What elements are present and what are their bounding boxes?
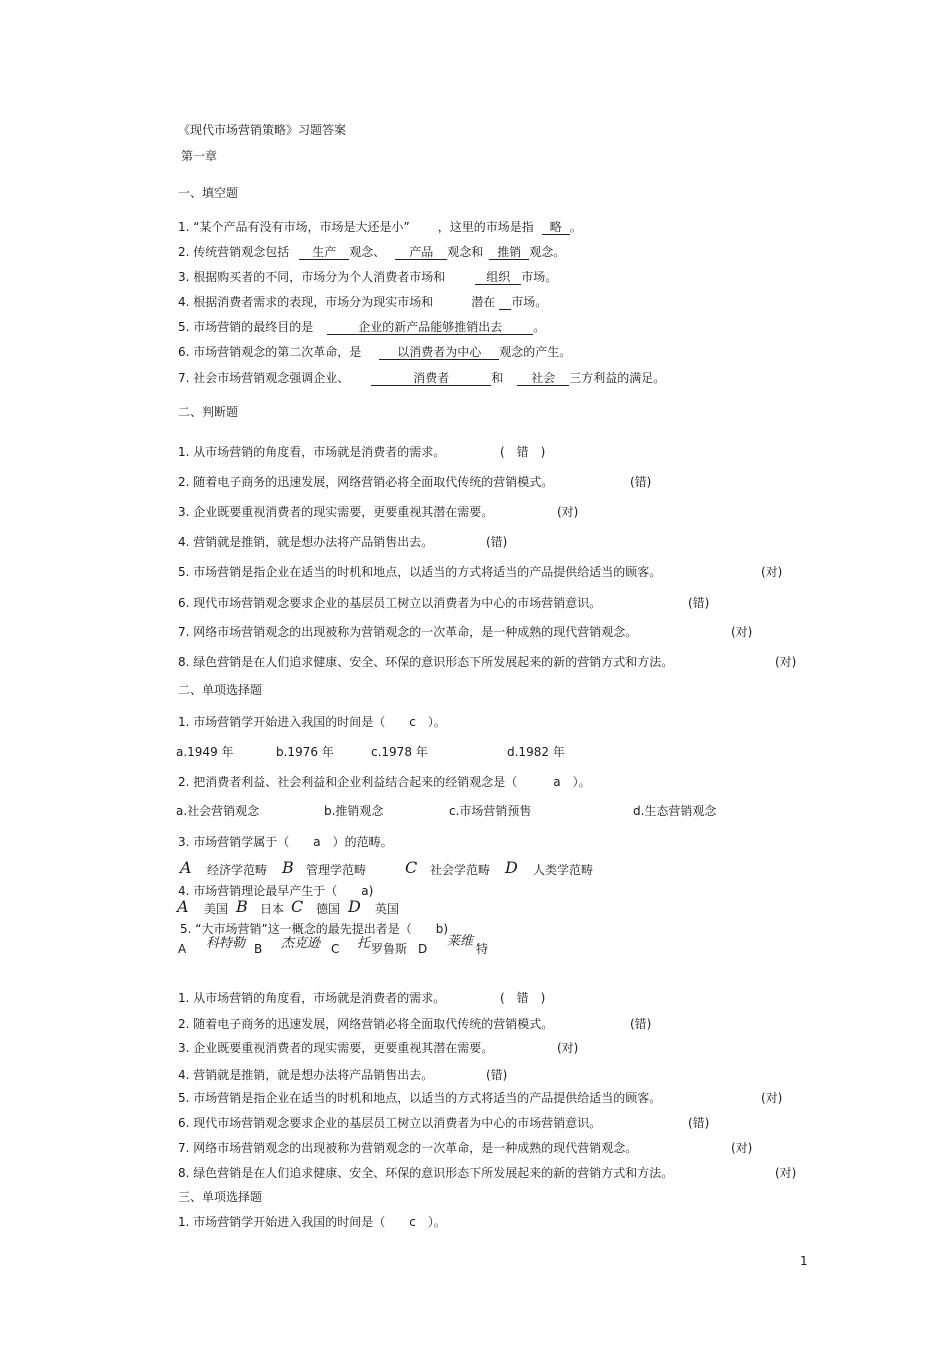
- judge-question-7: 7. 网络市场营销观念的出现被称为营销观念的一次革命，是一种成熟的现代营销观念。: [178, 625, 638, 639]
- single-q4-letter-b: B: [236, 897, 248, 916]
- single-q3-option-d: 人类学范畴: [533, 863, 594, 877]
- fill-answer: 社会: [517, 371, 569, 386]
- judge-question-2: 2. 随着电子商务的迅速发展，网络营销必将全面取代传统的营销模式。: [178, 475, 554, 489]
- single-q5-option-c: 罗鲁斯: [371, 942, 408, 956]
- judge2-answer-2: (错): [630, 1017, 652, 1031]
- judge2-question-1: 1. 从市场营销的角度看，市场就是消费者的需求。: [178, 991, 446, 1005]
- fill-answer: 企业的新产品能够推销出去: [327, 320, 533, 335]
- single-q3-option-a: 经济学范畴: [207, 863, 268, 877]
- judge2-question-8: 8. 绿色营销是在人们追求健康、安全、环保的意识形态下所发展起来的新的营销方式和方法。: [178, 1166, 674, 1180]
- judge-question-6: 6. 现代市场营销观念要求企业的基层员工树立以消费者为中心的市场营销意识。: [178, 596, 602, 610]
- single-q5-letter-a: A: [178, 942, 187, 956]
- judge2-answer-8: (对): [775, 1166, 797, 1180]
- chapter-heading: 第一章: [181, 149, 218, 163]
- single-q2-option-c: c.市场营销预售: [449, 804, 532, 818]
- judge-question-3: 3. 企业既要重视消费者的现实需要，更要重视其潜在需要。: [178, 505, 494, 519]
- fill-question-3: 3. 根据购买者的不同，市场分为个人消费者市场和 组织 市场。: [178, 270, 558, 284]
- single-q5-option-c-handwritten: 托: [357, 936, 371, 951]
- fill-answer: 略: [542, 220, 570, 235]
- fill-answer: 生产: [299, 245, 349, 260]
- judge-answer-8: (对): [775, 655, 797, 669]
- document-title: 《现代市场营销策略》习题答案: [178, 123, 347, 137]
- single-q3-letter-b: B: [282, 858, 294, 877]
- fill-answer: 推销: [489, 245, 529, 260]
- single-q5-letter-b: B: [254, 942, 263, 956]
- single-question-2: 2. 把消费者利益、社会利益和企业利益结合起来的经销观念是（ a ）。: [178, 775, 591, 789]
- judge-answer-7: (对): [731, 625, 753, 639]
- single-q4-option-d: 英国: [375, 902, 400, 916]
- single-q4-letter-a: A: [177, 897, 189, 916]
- fill-question-5: 5. 市场营销的最终目的是 企业的新产品能够推销出去 。: [178, 320, 546, 334]
- fill-answer: 组织: [475, 270, 521, 285]
- judge2-question-7: 7. 网络市场营销观念的出现被称为营销观念的一次革命，是一种成熟的现代营销观念。: [178, 1141, 638, 1155]
- single-q4-letter-d: D: [348, 897, 361, 916]
- single-question-3: 3. 市场营销学属于（ a ）的范畴。: [178, 835, 393, 849]
- judge-answer-3: (对): [557, 505, 579, 519]
- judge2-question-3: 3. 企业既要重视消费者的现实需要，更要重视其潜在需要。: [178, 1041, 494, 1055]
- single-q1-option-c: c.1978 年: [371, 745, 428, 759]
- fill-question-2: 2. 传统营销观念包括 生产 观念、 产品 观念和 推销 观念。: [178, 245, 566, 259]
- single-q3-letter-c: C: [405, 858, 418, 877]
- judge2-question-2: 2. 随着电子商务的迅速发展，网络营销必将全面取代传统的营销模式。: [178, 1017, 554, 1031]
- single2-question-1: 1. 市场营销学开始进入我国的时间是（ c ）。: [178, 1215, 446, 1229]
- single-q2-option-d: d.生态营销观念: [633, 804, 717, 818]
- single-q2-option-a: a.社会营销观念: [176, 804, 260, 818]
- single-q4-option-b: 日本: [260, 902, 285, 916]
- fill-question-6: 6. 市场营销观念的第二次革命，是 以消费者为中心 观念的产生。: [178, 345, 572, 359]
- single-q5-option-d-handwritten: 莱维: [447, 934, 474, 949]
- single-q5-option-d: 特: [476, 942, 489, 956]
- fill-question-4: 4. 根据消费者需求的表现，市场分为现实市场和 潜在 市场。: [178, 295, 548, 309]
- page-number: 1: [800, 1254, 808, 1268]
- single-q1-option-b: b.1976 年: [276, 745, 334, 759]
- single-q2-option-b: b.推销观念: [324, 804, 384, 818]
- fill-answer: 产品: [395, 245, 447, 260]
- fill-answer: 以消费者为中心: [379, 345, 499, 360]
- judge2-answer-1: ( 错 ): [500, 991, 546, 1005]
- single-q3-letter-d: D: [505, 858, 518, 877]
- single-question-4: 4. 市场营销理论最早产生于（ a): [178, 884, 374, 898]
- judge-answer-5: (对): [761, 565, 783, 579]
- judge-answer-6: (错): [688, 596, 710, 610]
- judge-answer-1: ( 错 ): [500, 445, 546, 459]
- judge2-answer-6: (错): [688, 1116, 710, 1130]
- judge-question-4: 4. 营销就是推销，就是想办法将产品销售出去。: [178, 535, 434, 549]
- single-q4-option-a: 美国: [204, 902, 229, 916]
- single-q1-option-a: a.1949 年: [176, 745, 234, 759]
- single-question-1: 1. 市场营销学开始进入我国的时间是（ c ）。: [178, 715, 446, 729]
- section-judge-heading: 二、判断题: [178, 405, 239, 419]
- fill-question-1: 1. “某个产品有没有市场，市场是大还是小” ，这里的市场是指 略 。: [178, 220, 582, 234]
- judge2-question-5: 5. 市场营销是指企业在适当的时机和地点，以适当的方式将适当的产品提供给适当的顾客。: [178, 1091, 662, 1105]
- single-q3-option-c: 社会学范畴: [430, 863, 491, 877]
- single-q5-letter-c: C: [331, 942, 340, 956]
- section-single-heading: 二、单项选择题: [178, 683, 263, 697]
- judge2-question-6: 6. 现代市场营销观念要求企业的基层员工树立以消费者为中心的市场营销意识。: [178, 1116, 602, 1130]
- judge2-answer-4: (错): [486, 1068, 508, 1082]
- judge2-answer-3: (对): [557, 1041, 579, 1055]
- single-q4-letter-c: C: [291, 897, 304, 916]
- judge-answer-4: (错): [486, 535, 508, 549]
- judge2-question-4: 4. 营销就是推销，就是想办法将产品销售出去。: [178, 1068, 434, 1082]
- single-q5-option-a-handwritten: 科特勒: [206, 936, 246, 951]
- section-fill-heading: 一、填空题: [178, 186, 239, 200]
- single-q3-letter-a: A: [180, 858, 192, 877]
- fill-answer: 消费者: [371, 371, 491, 386]
- single-q4-option-c: 德国: [316, 902, 341, 916]
- single-question-5: 5. “大市场营销”这一概念的最先提出者是（ b): [180, 922, 448, 936]
- section-single2-heading: 三、单项选择题: [178, 1190, 263, 1204]
- judge-answer-2: (错): [630, 475, 652, 489]
- single-q1-option-d: d.1982 年: [507, 745, 565, 759]
- single-q5-letter-d: D: [418, 942, 428, 956]
- judge2-answer-5: (对): [761, 1091, 783, 1105]
- judge2-answer-7: (对): [731, 1141, 753, 1155]
- judge-question-1: 1. 从市场营销的角度看，市场就是消费者的需求。: [178, 445, 446, 459]
- fill-question-7: 7. 社会市场营销观念强调企业、 消费者 和 社会 三方利益的满足。: [178, 371, 666, 385]
- single-q3-option-b: 管理学范畴: [306, 863, 367, 877]
- judge-question-5: 5. 市场营销是指企业在适当的时机和地点，以适当的方式将适当的产品提供给适当的顾客。: [178, 565, 662, 579]
- single-q5-option-b-handwritten: 杰克逊: [281, 936, 321, 951]
- judge-question-8: 8. 绿色营销是在人们追求健康、安全、环保的意识形态下所发展起来的新的营销方式和方法。: [178, 655, 674, 669]
